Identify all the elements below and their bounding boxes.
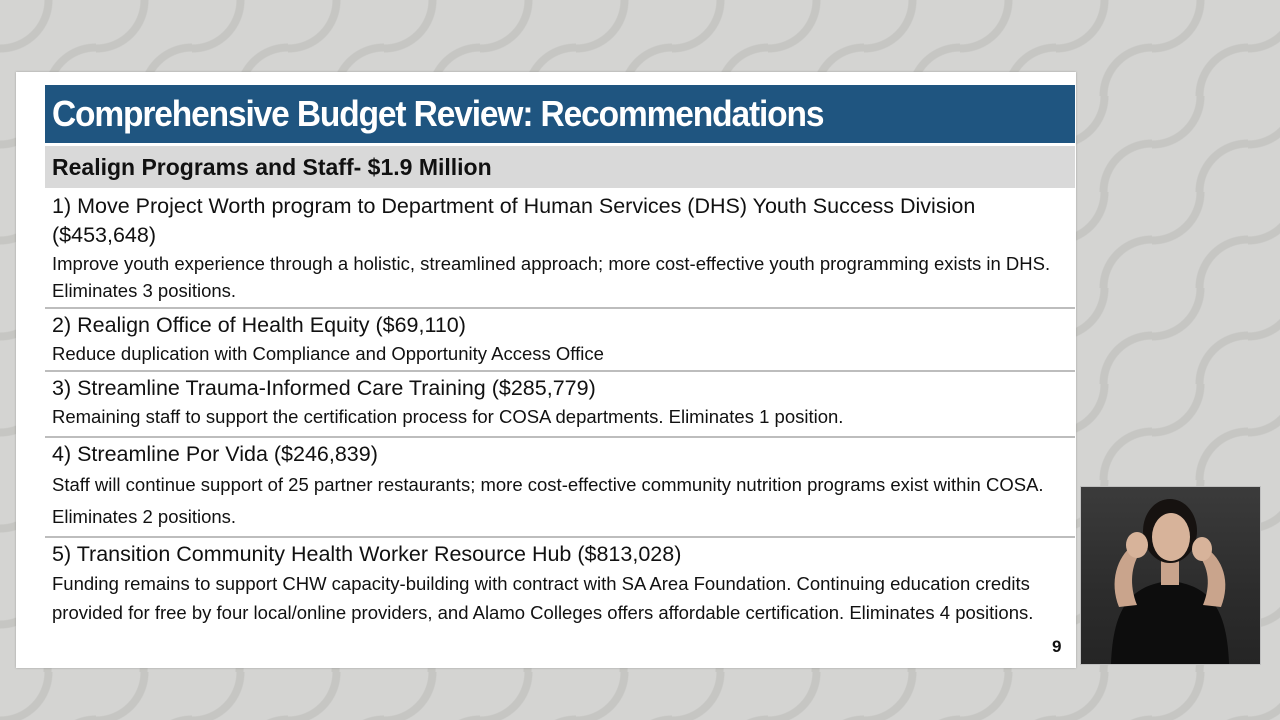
recommendation-item	[45, 440, 1075, 538]
recommendation-description: Staff will continue support of 25 partner restaurants; more cost-effective community nutrition programs exist within COSA. Eliminates 2 positions.	[52, 474, 1044, 527]
slide-title-bar	[45, 85, 1075, 143]
recommendation-item	[45, 311, 1075, 372]
sign-language-interpreter-video	[1080, 486, 1261, 665]
page-number: 9	[1052, 637, 1062, 656]
recommendation-heading: 1) Move Project Worth program to Department of Human Services (DHS) Youth Success Division ($453,648)	[52, 194, 976, 247]
recommendation-description: Reduce duplication with Compliance and Opportunity Access Office	[52, 343, 604, 364]
recommendation-heading: 5) Transition Community Health Worker Resource Hub ($813,028)	[52, 542, 682, 566]
recommendation-heading: 2) Realign Office of Health Equity ($69,110)	[52, 313, 466, 337]
recommendation-item	[45, 540, 1075, 660]
recommendation-heading: 3) Streamline Trauma-Informed Care Training ($285,779)	[52, 376, 596, 400]
recommendation-item	[45, 192, 1075, 309]
presentation-slide	[16, 72, 1076, 668]
recommendation-heading: 4) Streamline Por Vida ($246,839)	[52, 442, 378, 466]
interpreter-figure-icon	[1081, 487, 1260, 664]
recommendation-item	[45, 374, 1075, 438]
recommendation-description: Improve youth experience through a holistic, streamlined approach; more cost-effective youth programming exists in DHS. Eliminates 3 positions.	[52, 253, 1051, 301]
slide-title: Comprehensive Budget Review: Recommendations	[52, 93, 824, 134]
recommendation-description: Remaining staff to support the certification process for COSA departments. Eliminates 1 position.	[52, 406, 844, 427]
slide-subtitle-bar	[45, 146, 1075, 188]
slide-subtitle: Realign Programs and Staff- $1.9 Million	[52, 153, 492, 180]
recommendation-description: Funding remains to support CHW capacity-building with contract with SA Area Foundation. Continuing education credits provided for free by four local/online providers, and Alamo Colleges offers affordable certification. Eliminates 4 positions.	[52, 573, 1034, 623]
